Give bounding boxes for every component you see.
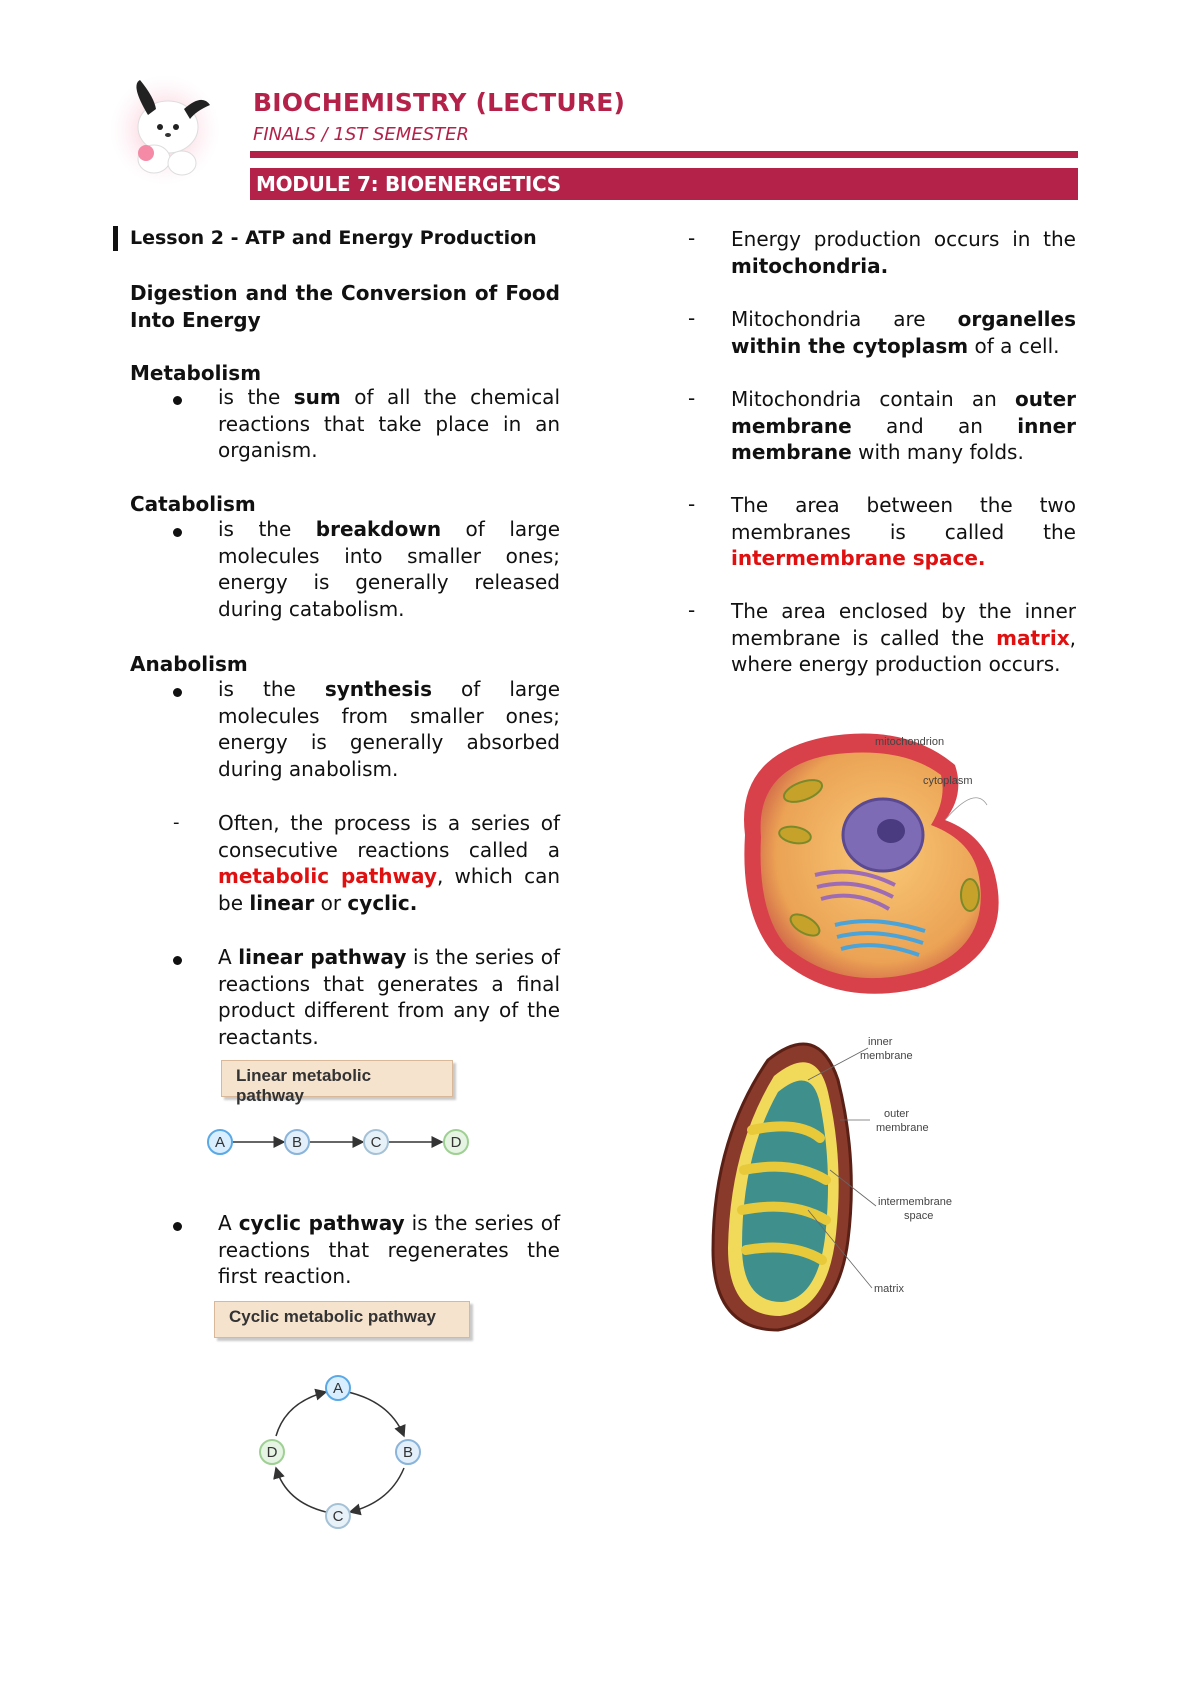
text: is the series of reactions that generates a final product different from any of the reactants. xyxy=(218,945,561,1050)
key-term: linear xyxy=(249,891,315,916)
text: A xyxy=(218,945,239,969)
key-term: organelles within the cytoplasm xyxy=(731,307,1076,358)
dash-marker: - xyxy=(173,812,180,833)
key-term: sum xyxy=(293,385,341,409)
metabolic-pathway-note xyxy=(218,810,560,917)
module-title: MODULE 7: BIOENERGETICS xyxy=(256,172,561,196)
mitochondria-paragraph-1 xyxy=(731,226,1076,279)
mitochondria-paragraph-3 xyxy=(731,386,1076,466)
text: A xyxy=(218,1211,239,1235)
label-membrane: membrane xyxy=(860,1050,913,1062)
anabolism-definition xyxy=(218,676,560,783)
bullet-marker xyxy=(173,1222,182,1231)
mitochondria-paragraph-5 xyxy=(731,598,1076,678)
key-term: linear pathway xyxy=(238,945,407,969)
mascot-logo-image xyxy=(110,75,220,185)
key-term: cyclic pathway xyxy=(238,1211,405,1235)
cell-illustration xyxy=(725,725,1025,1000)
text: Energy production occurs in the xyxy=(731,227,1076,251)
text: of large molecules into smaller ones; energy is generally released during catabolism. xyxy=(218,517,560,622)
text: Mitochondria are xyxy=(731,307,958,331)
mitochondrion-illustration xyxy=(708,1020,1028,1340)
mitochondria-paragraph-4 xyxy=(731,492,1076,572)
text: , which can be xyxy=(218,864,560,916)
lesson-title: Lesson 2 - ATP and Energy Production xyxy=(130,227,537,249)
label-mitochondrion: mitochondrion xyxy=(875,736,945,748)
label-membrane: membrane xyxy=(876,1122,929,1134)
text: is the series of reactions that regenerates the first reaction. xyxy=(218,1211,560,1289)
dash-marker: - xyxy=(688,598,696,622)
label-cytoplasm: cytoplasm xyxy=(923,775,973,787)
label-inner: inner xyxy=(868,1036,893,1048)
header-rule xyxy=(250,151,1078,158)
arrow xyxy=(348,1392,404,1436)
term-anabolism: Anabolism xyxy=(130,652,248,676)
bullet-marker xyxy=(173,396,182,405)
linear-pathway-diagram xyxy=(200,1120,480,1160)
text: Mitochondria contain an xyxy=(731,387,1016,411)
mitochondria-paragraph-2 xyxy=(731,306,1076,359)
dash-marker: - xyxy=(688,226,696,250)
linear-pathway-figure-label: Linear metabolic pathway xyxy=(221,1060,453,1097)
term-catabolism: Catabolism xyxy=(130,492,256,516)
arrow xyxy=(276,1468,326,1512)
text: or xyxy=(314,891,348,916)
key-term: breakdown xyxy=(315,517,442,541)
cyclic-pathway-figure-label: Cyclic metabolic pathway xyxy=(214,1301,470,1338)
dash-marker: - xyxy=(688,306,696,330)
dash-marker: - xyxy=(688,492,696,516)
metabolism-definition xyxy=(218,384,560,464)
text: is the xyxy=(218,517,316,541)
key-term: outer membrane xyxy=(731,387,1076,438)
node-label: D xyxy=(450,1134,462,1151)
bullet-marker xyxy=(173,956,182,965)
key-term: inner membrane xyxy=(731,413,1076,465)
arrow xyxy=(276,1392,326,1436)
key-term: synthesis xyxy=(324,677,433,701)
node-label: B xyxy=(291,1134,303,1151)
label-intermembrane: intermembrane xyxy=(878,1196,952,1208)
label-outer: outer xyxy=(884,1108,910,1120)
arrow xyxy=(350,1468,404,1512)
section-heading-line-2: Into Energy xyxy=(130,307,261,332)
text: Often, the process is a series of consecutive reactions called a xyxy=(218,811,560,862)
node-label: A xyxy=(332,1380,344,1397)
cyclic-pathway-definition xyxy=(218,1210,560,1290)
document-title: BIOCHEMISTRY (LECTURE) xyxy=(253,88,626,117)
text: is the xyxy=(218,677,325,701)
node-label: B xyxy=(402,1444,414,1461)
section-heading xyxy=(130,280,560,333)
section-heading-line-1: Digestion and the Conversion of Food xyxy=(130,281,560,305)
node-label: D xyxy=(266,1444,278,1461)
document-subtitle: FINALS / 1ST SEMESTER xyxy=(253,124,469,145)
highlighted-term: metabolic pathway xyxy=(218,864,437,889)
text: The area enclosed by the inner membrane is called the xyxy=(731,599,1076,650)
catabolism-definition xyxy=(218,516,560,623)
node-label: C xyxy=(370,1134,382,1151)
text: of all the chemical reactions that take place in an organism. xyxy=(218,385,560,463)
text: and an xyxy=(851,413,1018,438)
label-matrix: matrix xyxy=(874,1283,904,1295)
highlighted-term: intermembrane space. xyxy=(731,546,986,571)
dash-marker: - xyxy=(688,386,696,410)
key-term: mitochondria. xyxy=(731,253,889,278)
module-banner xyxy=(250,168,1078,200)
cyclic-pathway-diagram xyxy=(250,1370,430,1530)
text: The area between the two membranes is called the xyxy=(731,493,1076,544)
bullet-marker xyxy=(173,688,182,697)
node-label: C xyxy=(332,1508,344,1525)
lesson-marker xyxy=(113,226,118,251)
highlighted-term: matrix xyxy=(996,625,1070,650)
term-metabolism: Metabolism xyxy=(130,361,262,385)
bullet-marker xyxy=(173,528,182,537)
key-term: cyclic. xyxy=(347,891,418,916)
text: of large molecules from smaller ones; energy is generally absorbed during anabolism. xyxy=(218,677,560,782)
label-space: space xyxy=(904,1210,934,1222)
text: , where energy production occurs. xyxy=(731,625,1076,677)
node-label: A xyxy=(214,1134,226,1151)
nucleolus xyxy=(877,819,905,843)
linear-pathway-definition xyxy=(218,944,560,1051)
text: with many folds. xyxy=(851,440,1024,465)
text: is the xyxy=(218,385,294,409)
text: of a cell. xyxy=(968,333,1060,358)
